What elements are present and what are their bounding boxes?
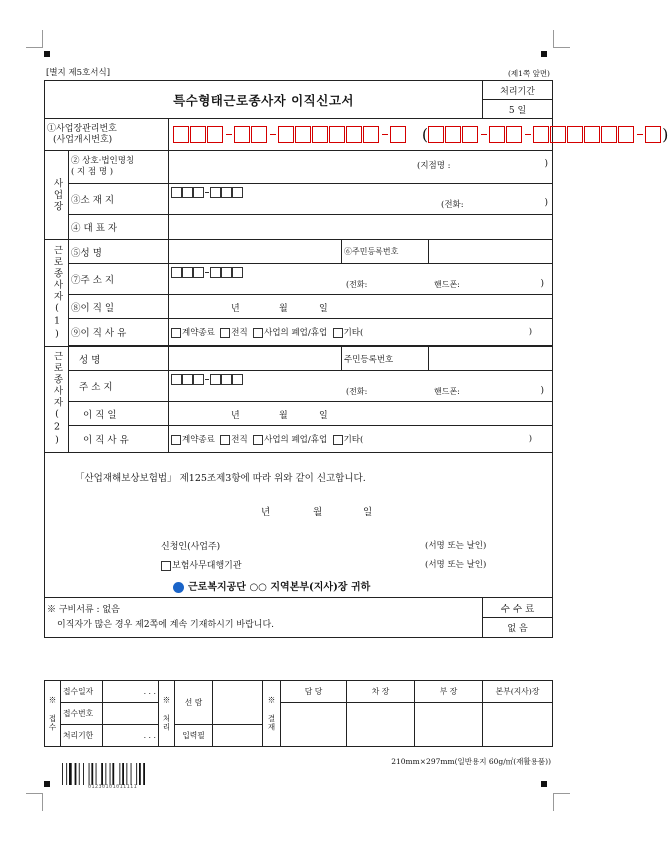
- crop-mark: [26, 793, 42, 794]
- workplace-address-field[interactable]: (전화: ): [169, 184, 553, 215]
- applicant-label: 신청인(사업주): [161, 542, 221, 552]
- checkbox-job-change[interactable]: [220, 328, 230, 338]
- checkbox-job-change[interactable]: [220, 435, 230, 445]
- worker2-reason-label: 이 직 사 유: [69, 426, 169, 453]
- checkbox-other[interactable]: [333, 328, 343, 338]
- checkbox-business-closure[interactable]: [253, 435, 263, 445]
- reception-label: ※ 접수: [45, 681, 61, 747]
- registration-mark: [541, 781, 547, 787]
- crop-mark: [554, 793, 570, 794]
- agent-sign[interactable]: (서명 또는 날인): [425, 560, 487, 570]
- worker2-reason-field: 계약종료 전직 사업의 폐업/휴업 기타( ): [169, 426, 553, 453]
- declaration-year: 년: [261, 507, 271, 518]
- required-docs: ※ 구비서류 : 없음 이직자가 많은 경우 제2쪽에 계속 기재하시기 바랍니다.: [45, 598, 483, 638]
- worker2-leave-date-label: 이 직 일: [69, 402, 169, 426]
- agent-label: 보험사무대행기관: [161, 558, 242, 571]
- approval-box[interactable]: [347, 703, 415, 747]
- input-field[interactable]: [213, 725, 263, 747]
- worker1-rrn-field[interactable]: [429, 240, 553, 264]
- worker1-name-field[interactable]: [169, 240, 342, 264]
- processing-period-label: 처리기간: [483, 81, 553, 100]
- approval-box[interactable]: [281, 703, 347, 747]
- processing-period-value: 5 일: [483, 100, 553, 119]
- kcomwel-logo-icon: [173, 582, 184, 593]
- registration-mark: [44, 781, 50, 787]
- postal-code-boxes[interactable]: [171, 187, 243, 198]
- worker2-section-label: 근로종사자(2): [45, 347, 69, 453]
- barcode: [62, 763, 172, 785]
- worker1-section-label: 근로종사자(1): [45, 240, 69, 347]
- business-start-no-boxes[interactable]: [428, 126, 662, 143]
- crop-mark: [553, 793, 554, 811]
- worker2-leave-date-field[interactable]: 년 월 일: [169, 402, 553, 426]
- worker2-address-field[interactable]: (전화: 핸드폰: ): [169, 371, 553, 402]
- approver-deputy: 차 장: [347, 681, 415, 703]
- worker2-rrn-label: 주민등록번호: [342, 347, 429, 371]
- approval-label: ※ 결재: [263, 681, 281, 747]
- form-number: [별지 제5호서식]: [46, 68, 111, 78]
- deadline-label: 처리기한: [61, 725, 103, 747]
- crop-mark: [554, 47, 570, 48]
- crop-mark: [42, 793, 43, 811]
- checkbox-agent[interactable]: [161, 561, 171, 571]
- company-name-field[interactable]: (지점명 : ): [169, 151, 553, 184]
- workplace-no-label: ①사업장관리번호 (사업개시번호): [45, 119, 169, 151]
- applicant-sign[interactable]: (서명 또는 날인): [425, 541, 487, 551]
- page-note: (제1쪽 앞면): [508, 69, 550, 78]
- worker1-address-field[interactable]: (전화: 핸드폰: ): [169, 264, 553, 295]
- registration-mark: [44, 51, 50, 57]
- received-no-field[interactable]: [103, 703, 159, 725]
- worker2-name-label: 성 명: [69, 347, 169, 371]
- received-date-field[interactable]: . . .: [103, 681, 159, 703]
- checkbox-contract-end[interactable]: [171, 435, 181, 445]
- received-date-label: 접수일자: [61, 681, 103, 703]
- worker2-name-field[interactable]: [169, 347, 342, 371]
- workplace-section-label: 사업장: [45, 151, 69, 240]
- fee-value: 없 음: [483, 618, 553, 638]
- representative-field[interactable]: [169, 215, 553, 240]
- recipient-agency: 근로복지공단 ○○ 지역본부(지사)장 귀하: [173, 578, 370, 593]
- worker2-address-label: 주 소 지: [69, 371, 169, 402]
- postal-code-boxes[interactable]: [171, 374, 243, 385]
- declaration-block: [45, 453, 553, 598]
- worker1-rrn-label: ⑥주민등록번호: [342, 240, 429, 264]
- declaration-statement: 「산업재해보상보험법」 제125조제3항에 따라 위와 같이 신고합니다.: [75, 473, 366, 484]
- worker1-leave-date-label: ⑧이 직 일: [69, 295, 169, 319]
- registration-mark: [541, 51, 547, 57]
- approver-head: 본부(지사)장: [483, 681, 553, 703]
- representative-label: ④ 대 표 자: [69, 215, 169, 240]
- address-label: ③소 재 지: [69, 184, 169, 215]
- declaration-day: 일: [363, 507, 373, 518]
- workplace-no-boxes[interactable]: [173, 126, 407, 143]
- deadline-field[interactable]: . . .: [103, 725, 159, 747]
- approval-box[interactable]: [483, 703, 553, 747]
- worker2-rrn-field[interactable]: [429, 347, 553, 371]
- approver-staff: 담 당: [281, 681, 347, 703]
- input-label: 입력필: [175, 725, 213, 747]
- barcode-number: 01230101011111: [88, 784, 138, 790]
- worker1-leave-date-field[interactable]: 년 월 일: [169, 295, 553, 319]
- checkbox-contract-end[interactable]: [171, 328, 181, 338]
- report-form: [44, 80, 668, 638]
- approver-manager: 부 장: [415, 681, 483, 703]
- company-name-label: ② 상호·법인명칭 ( 지 점 명 ): [69, 151, 169, 184]
- declaration-month: 월: [313, 507, 323, 518]
- crop-mark: [26, 47, 42, 48]
- office-use-table: [44, 680, 553, 747]
- worker1-reason-label: ⑨이 직 사 유: [69, 319, 169, 346]
- checkbox-other[interactable]: [333, 435, 343, 445]
- worker1-name-label: ⑤성 명: [69, 240, 169, 264]
- processing-label: ※ 처리: [159, 681, 175, 747]
- paper-note: 210mm×297mm(일반용지 60g/㎡(재활용품)): [391, 757, 551, 766]
- received-no-label: 접수번호: [61, 703, 103, 725]
- postal-code-boxes[interactable]: [171, 267, 243, 278]
- page-title: 특수형태근로종사자 이직신고서: [45, 81, 483, 119]
- selection-field[interactable]: [213, 681, 263, 725]
- workplace-no-field[interactable]: ( ): [169, 119, 553, 151]
- crop-mark: [42, 30, 43, 48]
- fee-label: 수 수 료: [483, 598, 553, 618]
- approval-box[interactable]: [415, 703, 483, 747]
- circle-1-icon: ①: [47, 123, 57, 134]
- checkbox-business-closure[interactable]: [253, 328, 263, 338]
- worker1-address-label: ⑦주 소 지: [69, 264, 169, 295]
- crop-mark: [553, 30, 554, 48]
- selection-label: 선 람: [175, 681, 213, 725]
- worker1-reason-field: 계약종료 전직 사업의 폐업/휴업 기타( ): [169, 319, 553, 346]
